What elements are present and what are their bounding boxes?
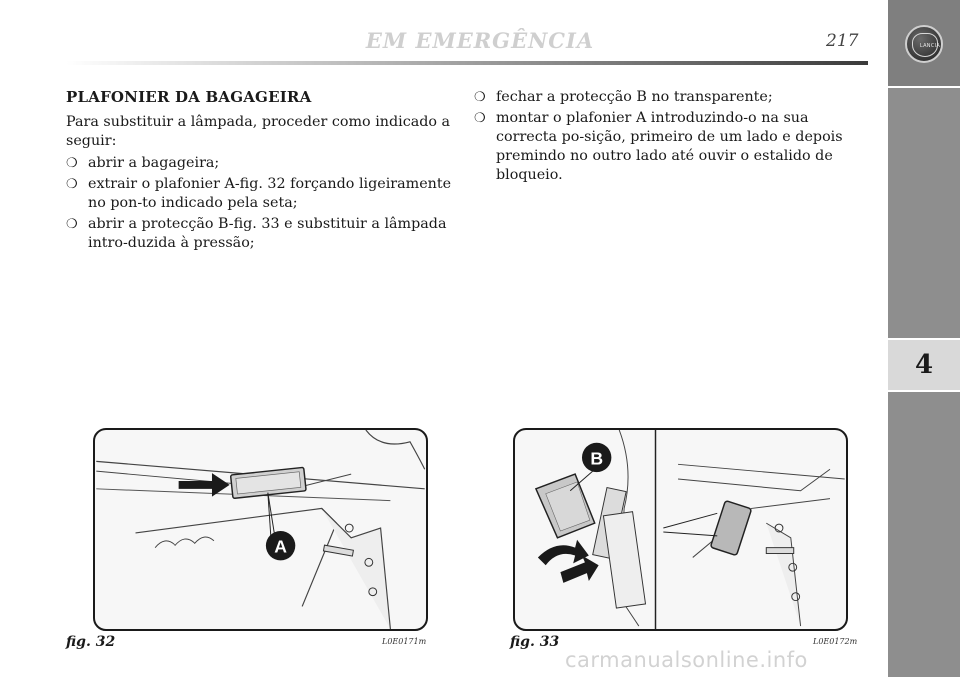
lamp-replacement-drawing bbox=[515, 430, 846, 629]
left-column bbox=[66, 88, 458, 255]
plafonier-removal-drawing bbox=[95, 430, 426, 629]
bullet-item: ❍ abrir a protecção B-fig. 33 e substituir a lâmpada intro-duzida à pressão; bbox=[66, 215, 458, 253]
bullet-item: ❍ montar o plafonier A introduzindo-o na sua correcta po-sição, primeiro de um lado e depois premindo no outro lado até ouvir o estalido de bloqueio. bbox=[474, 109, 866, 185]
logo-box bbox=[888, 0, 960, 86]
logo-shield bbox=[912, 33, 941, 57]
figure-32-label: fig. 32 bbox=[66, 634, 116, 650]
chapter-tab-column bbox=[888, 0, 960, 677]
figure-32-code: L0E0171m bbox=[382, 637, 427, 646]
figure-33-label: fig. 33 bbox=[510, 634, 560, 650]
logo-text: LANCIA bbox=[919, 43, 941, 49]
header-rule bbox=[66, 61, 868, 65]
tab-separator bbox=[888, 390, 960, 392]
callout-b: B bbox=[590, 448, 604, 469]
figure-33-code: L0E0172m bbox=[813, 637, 858, 646]
right-column bbox=[474, 88, 866, 187]
tab-separator bbox=[888, 86, 960, 88]
bullet-item: ❍ abrir a bagageira; bbox=[66, 154, 458, 173]
bullet-item: ❍ extrair o plafonier A-fig. 32 forçando ligeiramente no pon-to indicado pela seta; bbox=[66, 175, 458, 213]
watermark: carmanualsonline.info bbox=[565, 648, 808, 672]
running-header-title: EM EMERGÊNCIA bbox=[365, 28, 595, 53]
figure-32-illustration bbox=[93, 428, 428, 631]
callout-a: A bbox=[274, 536, 287, 557]
intro-text: Para substituir a lâmpada, proceder como indicado a seguir: bbox=[66, 114, 451, 149]
section-heading: PLAFONIER DA BAGAGEIRA bbox=[66, 88, 312, 106]
lancia-logo-icon bbox=[905, 25, 943, 63]
figure-33-illustration bbox=[513, 428, 848, 631]
chapter-tab-4[interactable] bbox=[888, 340, 960, 390]
bullet-item: ❍ fechar a protecção B no transparente; bbox=[474, 88, 866, 107]
chapter-number: 4 bbox=[914, 350, 934, 380]
page-number: 217 bbox=[826, 31, 859, 51]
